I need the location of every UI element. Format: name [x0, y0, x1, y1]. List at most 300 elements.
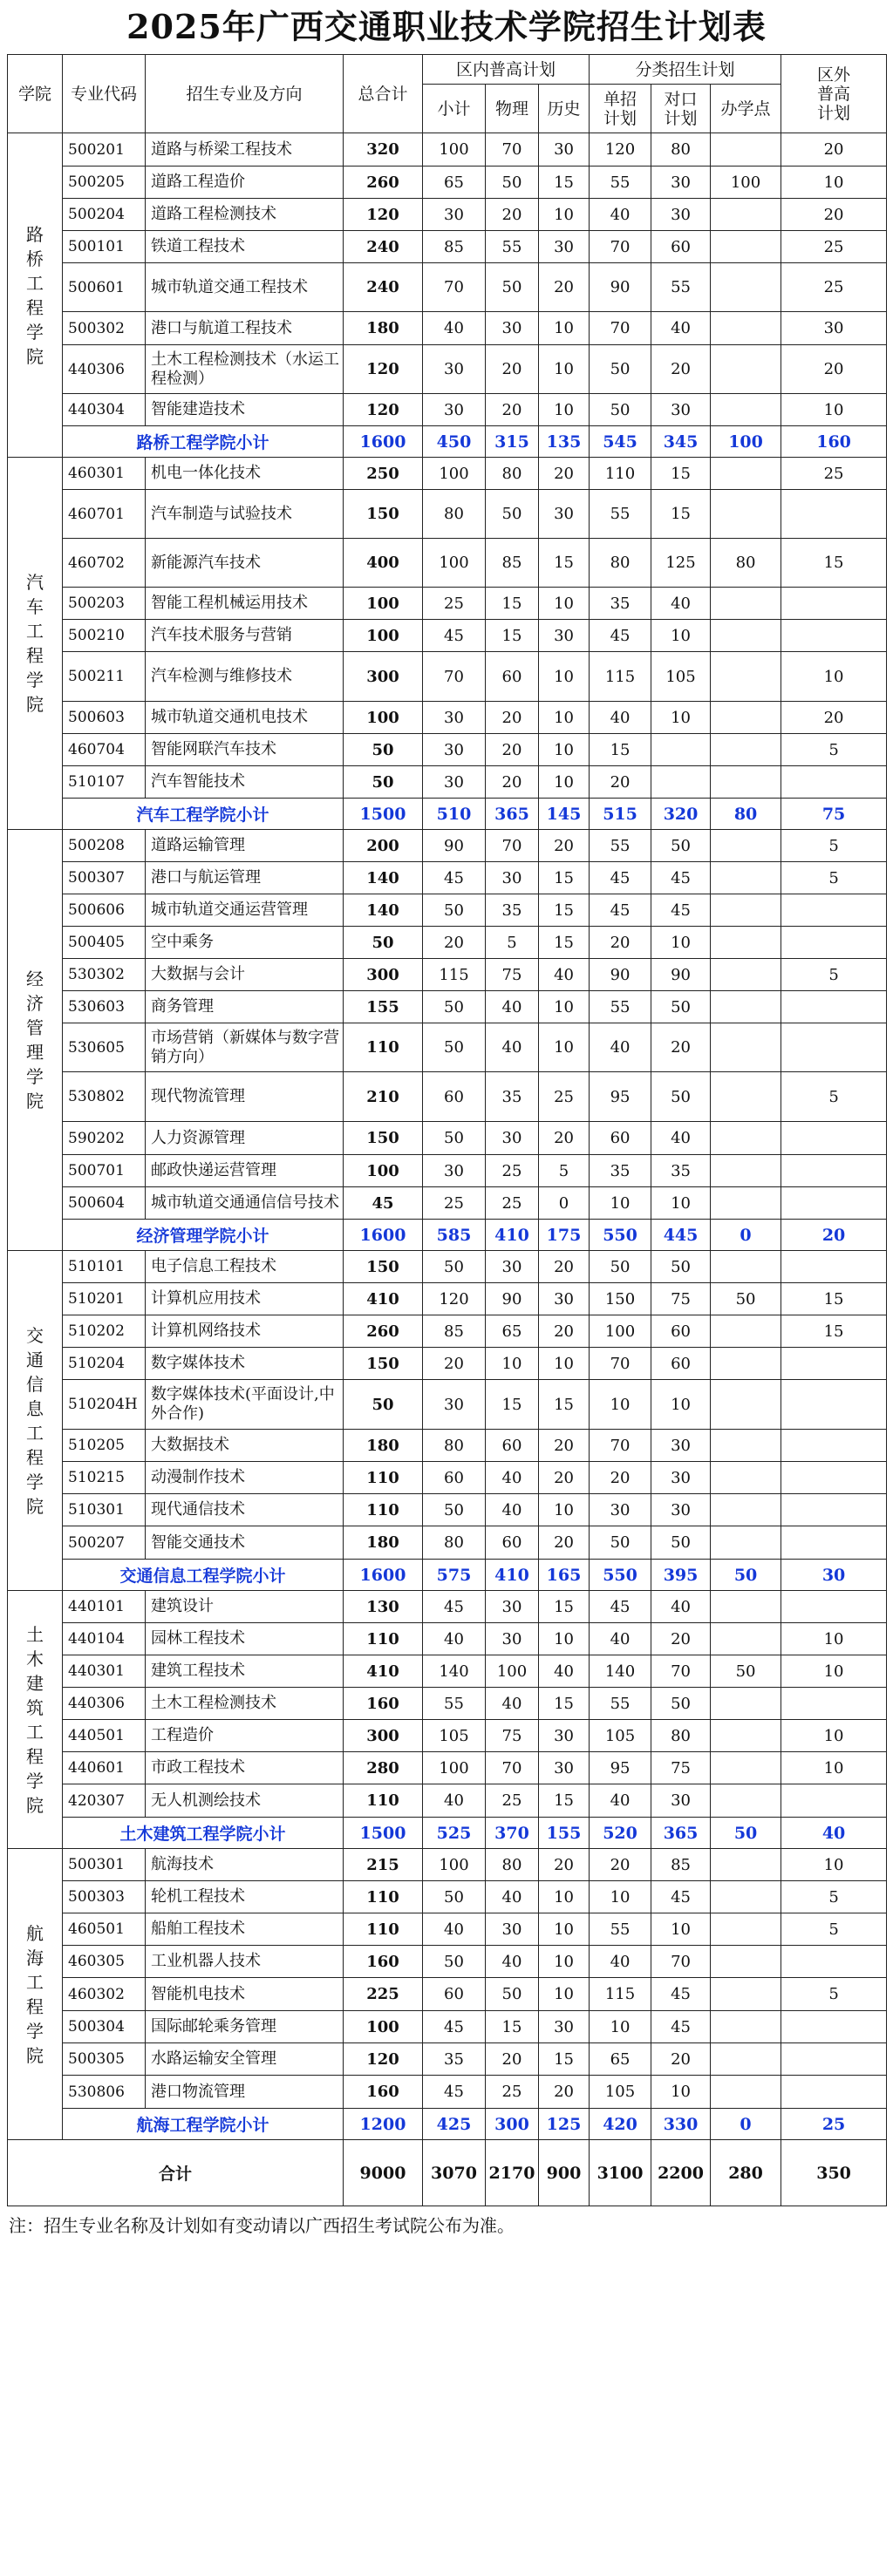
- major-code: 500211: [63, 652, 146, 702]
- table-row: [8, 1623, 887, 1655]
- table-row: [8, 394, 887, 426]
- major-school-point: [711, 1978, 781, 2011]
- major-total: 215: [344, 1849, 423, 1881]
- page-title: 2025年广西交通职业技术学院招生计划表: [126, 7, 767, 46]
- major-counterpart: 75: [651, 1752, 711, 1784]
- major-outside: [781, 1946, 887, 1978]
- subtotal-single: 515: [590, 799, 651, 830]
- header-school-point: 办学点: [711, 85, 781, 133]
- header-total: 总合计: [344, 55, 423, 133]
- table-row: [8, 1023, 887, 1072]
- major-subtotal: 70: [423, 652, 486, 702]
- major-school-point: [711, 652, 781, 702]
- major-code: 440301: [63, 1655, 146, 1688]
- major-physics: 20: [486, 345, 539, 394]
- major-subtotal: 20: [423, 927, 486, 959]
- college-name-cell: [8, 1849, 63, 2140]
- subtotal-label: 航海工程学院小计: [63, 2109, 344, 2140]
- major-outside: 20: [781, 702, 887, 734]
- table-row: [8, 1380, 887, 1430]
- header-major: 招生专业及方向: [146, 55, 344, 133]
- major-code: 440304: [63, 394, 146, 426]
- college-name: 汽车工程学院: [26, 572, 44, 715]
- major-total: 180: [344, 1430, 423, 1462]
- major-outside: [781, 1348, 887, 1380]
- major-counterpart: 10: [651, 620, 711, 652]
- major-single: 140: [590, 1655, 651, 1688]
- table-row: [8, 1784, 887, 1818]
- major-single: 10: [590, 1187, 651, 1220]
- major-code: 500205: [63, 167, 146, 199]
- major-name: 城市轨道交通通信信号技术: [146, 1187, 344, 1220]
- major-outside: 20: [781, 199, 887, 231]
- major-subtotal: 30: [423, 199, 486, 231]
- subtotal-label: 土木建筑工程学院小计: [63, 1818, 344, 1849]
- table-row: [8, 1494, 887, 1526]
- major-outside: [781, 1187, 887, 1220]
- major-physics: 40: [486, 1688, 539, 1720]
- major-single: 35: [590, 588, 651, 620]
- major-outside: [781, 1526, 887, 1560]
- major-code: 510204H: [63, 1380, 146, 1430]
- major-counterpart: 40: [651, 1591, 711, 1623]
- major-counterpart: 80: [651, 1720, 711, 1752]
- major-single: 95: [590, 1752, 651, 1784]
- major-total: 100: [344, 620, 423, 652]
- major-total: 110: [344, 1494, 423, 1526]
- major-code: 530802: [63, 1072, 146, 1122]
- major-subtotal: 50: [423, 1251, 486, 1283]
- major-physics: 75: [486, 959, 539, 991]
- major-single: 40: [590, 1784, 651, 1818]
- major-name: 数字媒体技术(平面设计,中外合作): [146, 1380, 344, 1430]
- table-row: [8, 894, 887, 927]
- table-row: [8, 1946, 887, 1978]
- major-history: 20: [539, 830, 590, 862]
- major-counterpart: 20: [651, 1023, 711, 1072]
- major-total: 120: [344, 199, 423, 231]
- subtotal-single: 520: [590, 1818, 651, 1849]
- major-physics: 75: [486, 1720, 539, 1752]
- table-row: [8, 345, 887, 394]
- subtotal-single: 550: [590, 1220, 651, 1251]
- major-single: 55: [590, 167, 651, 199]
- major-physics: 50: [486, 263, 539, 312]
- major-history: 20: [539, 1251, 590, 1283]
- major-total: 155: [344, 991, 423, 1023]
- major-history: 10: [539, 1946, 590, 1978]
- major-outside: 10: [781, 652, 887, 702]
- major-outside: [781, 894, 887, 927]
- subtotal-total: 1200: [344, 2109, 423, 2140]
- table-row: [8, 1187, 887, 1220]
- major-outside: [781, 588, 887, 620]
- header-single: [590, 85, 651, 133]
- table-row: [8, 1913, 887, 1946]
- major-subtotal: 50: [423, 1023, 486, 1072]
- major-physics: 60: [486, 1526, 539, 1560]
- major-name: 动漫制作技术: [146, 1462, 344, 1494]
- major-single: 115: [590, 652, 651, 702]
- major-physics: 50: [486, 167, 539, 199]
- major-name: 市政工程技术: [146, 1752, 344, 1784]
- major-name: 人力资源管理: [146, 1122, 344, 1155]
- major-school-point: [711, 2043, 781, 2076]
- major-code: 500601: [63, 263, 146, 312]
- subtotal-single: 550: [590, 1560, 651, 1591]
- major-code: 500204: [63, 199, 146, 231]
- major-history: 15: [539, 1591, 590, 1623]
- major-physics: 10: [486, 1348, 539, 1380]
- major-code: 460301: [63, 458, 146, 490]
- major-subtotal: 25: [423, 588, 486, 620]
- major-school-point: [711, 345, 781, 394]
- subtotal-row: [8, 426, 887, 458]
- header-counterpart: [651, 85, 711, 133]
- major-total: 100: [344, 2011, 423, 2043]
- major-single: 70: [590, 231, 651, 263]
- grand-total-subtotal: 3070: [423, 2140, 486, 2206]
- major-counterpart: 105: [651, 652, 711, 702]
- major-single: 40: [590, 199, 651, 231]
- college-name: 航海工程学院: [26, 1922, 44, 2066]
- major-outside: [781, 1023, 887, 1072]
- major-total: 150: [344, 1251, 423, 1283]
- major-school-point: [711, 458, 781, 490]
- major-subtotal: 60: [423, 1978, 486, 2011]
- table-row: [8, 927, 887, 959]
- major-total: 110: [344, 1913, 423, 1946]
- table-row: [8, 2011, 887, 2043]
- major-total: 225: [344, 1978, 423, 2011]
- major-subtotal: 140: [423, 1655, 486, 1688]
- major-name: 智能交通技术: [146, 1526, 344, 1560]
- major-history: 30: [539, 2011, 590, 2043]
- header-outside-line1: 区外: [817, 65, 851, 85]
- major-counterpart: 15: [651, 458, 711, 490]
- major-code: 500301: [63, 1849, 146, 1881]
- major-subtotal: 80: [423, 490, 486, 539]
- major-code: 460302: [63, 1978, 146, 2011]
- major-counterpart: 35: [651, 1155, 711, 1187]
- major-outside: 5: [781, 1072, 887, 1122]
- major-name: 建筑设计: [146, 1591, 344, 1623]
- major-code: 440306: [63, 1688, 146, 1720]
- major-name: 现代通信技术: [146, 1494, 344, 1526]
- college-name-cell: [8, 830, 63, 1251]
- major-subtotal: 50: [423, 894, 486, 927]
- table-row: [8, 1978, 887, 2011]
- major-subtotal: 60: [423, 1072, 486, 1122]
- header-subtotal: 小计: [423, 85, 486, 133]
- major-subtotal: 20: [423, 1348, 486, 1380]
- major-school-point: [711, 1380, 781, 1430]
- major-name: 港口与航道工程技术: [146, 312, 344, 345]
- major-subtotal: 30: [423, 394, 486, 426]
- major-name: 市场营销（新媒体与数字营销方向）: [146, 1023, 344, 1072]
- major-code: 510215: [63, 1462, 146, 1494]
- major-code: 500304: [63, 2011, 146, 2043]
- major-single: 120: [590, 133, 651, 167]
- subtotal-school-point: 0: [711, 2109, 781, 2140]
- subtotal-counterpart: 320: [651, 799, 711, 830]
- major-name: 计算机网络技术: [146, 1315, 344, 1348]
- major-name: 汽车智能技术: [146, 766, 344, 799]
- major-counterpart: 30: [651, 1430, 711, 1462]
- major-outside: 5: [781, 1881, 887, 1913]
- major-subtotal: 80: [423, 1430, 486, 1462]
- major-history: 30: [539, 1283, 590, 1315]
- major-total: 140: [344, 862, 423, 894]
- table-row: [8, 1430, 887, 1462]
- major-history: 10: [539, 991, 590, 1023]
- major-physics: 25: [486, 1155, 539, 1187]
- major-history: 10: [539, 1023, 590, 1072]
- header-outside: [781, 55, 887, 133]
- major-physics: 25: [486, 2076, 539, 2109]
- major-total: 120: [344, 345, 423, 394]
- major-subtotal: 45: [423, 1591, 486, 1623]
- major-subtotal: 40: [423, 312, 486, 345]
- table-row: [8, 1283, 887, 1315]
- table-row: [8, 490, 887, 539]
- major-physics: 15: [486, 588, 539, 620]
- major-history: 10: [539, 766, 590, 799]
- major-subtotal: 30: [423, 345, 486, 394]
- major-outside: 25: [781, 458, 887, 490]
- major-single: 55: [590, 830, 651, 862]
- header-counterpart-line2: 计划: [664, 108, 698, 128]
- major-school-point: [711, 2011, 781, 2043]
- major-subtotal: 50: [423, 1946, 486, 1978]
- major-counterpart: 20: [651, 1623, 711, 1655]
- subtotal-row: [8, 2109, 887, 2140]
- major-outside: [781, 1784, 887, 1818]
- major-code: 500101: [63, 231, 146, 263]
- major-school-point: [711, 1688, 781, 1720]
- major-code: 500210: [63, 620, 146, 652]
- subtotal-label: 路桥工程学院小计: [63, 426, 344, 458]
- major-single: 50: [590, 394, 651, 426]
- major-name: 空中乘务: [146, 927, 344, 959]
- major-history: 10: [539, 312, 590, 345]
- major-subtotal: 100: [423, 1752, 486, 1784]
- major-school-point: [711, 1720, 781, 1752]
- major-school-point: [711, 1430, 781, 1462]
- major-name: 船舶工程技术: [146, 1913, 344, 1946]
- major-total: 120: [344, 394, 423, 426]
- major-total: 180: [344, 1526, 423, 1560]
- major-counterpart: 30: [651, 1462, 711, 1494]
- major-single: 20: [590, 1462, 651, 1494]
- major-school-point: [711, 2076, 781, 2109]
- major-code: 500305: [63, 2043, 146, 2076]
- major-physics: 30: [486, 312, 539, 345]
- table-row: [8, 1251, 887, 1283]
- major-single: 20: [590, 927, 651, 959]
- major-subtotal: 30: [423, 734, 486, 766]
- major-history: 0: [539, 1187, 590, 1220]
- major-physics: 40: [486, 1946, 539, 1978]
- major-subtotal: 35: [423, 2043, 486, 2076]
- table-row: [8, 734, 887, 766]
- major-outside: [781, 1462, 887, 1494]
- major-counterpart: 60: [651, 1348, 711, 1380]
- major-code: 510201: [63, 1283, 146, 1315]
- subtotal-school-point: 100: [711, 426, 781, 458]
- major-total: 260: [344, 1315, 423, 1348]
- major-subtotal: 45: [423, 2011, 486, 2043]
- major-name: 汽车检测与维修技术: [146, 652, 344, 702]
- major-name: 铁道工程技术: [146, 231, 344, 263]
- major-counterpart: 60: [651, 231, 711, 263]
- major-history: 15: [539, 927, 590, 959]
- major-code: 500208: [63, 830, 146, 862]
- major-single: 55: [590, 1688, 651, 1720]
- subtotal-physics: 410: [486, 1220, 539, 1251]
- major-outside: 10: [781, 1720, 887, 1752]
- major-counterpart: 10: [651, 2076, 711, 2109]
- header-history: 历史: [539, 85, 590, 133]
- major-name: 工业机器人技术: [146, 1946, 344, 1978]
- major-outside: [781, 490, 887, 539]
- major-outside: [781, 620, 887, 652]
- major-counterpart: 30: [651, 1494, 711, 1526]
- major-history: 10: [539, 1494, 590, 1526]
- major-subtotal: 100: [423, 458, 486, 490]
- major-school-point: [711, 1023, 781, 1072]
- header-single-line2: 计划: [603, 108, 637, 128]
- major-outside: [781, 1380, 887, 1430]
- major-total: 150: [344, 490, 423, 539]
- subtotal-outside: 75: [781, 799, 887, 830]
- major-outside: [781, 2076, 887, 2109]
- table-row: [8, 766, 887, 799]
- grand-total-counterpart: 2200: [651, 2140, 711, 2206]
- major-school-point: [711, 1122, 781, 1155]
- major-school-point: [711, 959, 781, 991]
- major-physics: 30: [486, 1591, 539, 1623]
- major-school-point: [711, 1946, 781, 1978]
- grand-total-total: 9000: [344, 2140, 423, 2206]
- table-body: [8, 133, 887, 2206]
- major-code: 500302: [63, 312, 146, 345]
- major-subtotal: 50: [423, 991, 486, 1023]
- table-row: [8, 1526, 887, 1560]
- major-physics: 20: [486, 766, 539, 799]
- major-subtotal: 55: [423, 1688, 486, 1720]
- major-single: 35: [590, 1155, 651, 1187]
- major-code: 440601: [63, 1752, 146, 1784]
- subtotal-label: 汽车工程学院小计: [63, 799, 344, 830]
- major-counterpart: 45: [651, 1978, 711, 2011]
- major-outside: 25: [781, 263, 887, 312]
- major-physics: 80: [486, 1849, 539, 1881]
- major-counterpart: 50: [651, 991, 711, 1023]
- grand-total-school-point: 280: [711, 2140, 781, 2206]
- major-history: 10: [539, 702, 590, 734]
- major-physics: 40: [486, 1023, 539, 1072]
- major-school-point: [711, 991, 781, 1023]
- major-school-point: 50: [711, 1283, 781, 1315]
- major-total: 110: [344, 1784, 423, 1818]
- major-name: 商务管理: [146, 991, 344, 1023]
- header-single-line1: 单招: [603, 89, 637, 109]
- college-name-cell: [8, 1591, 63, 1849]
- table-row: [8, 2076, 887, 2109]
- major-counterpart: 10: [651, 927, 711, 959]
- header-college: 学院: [8, 55, 63, 133]
- major-physics: 15: [486, 620, 539, 652]
- major-single: 105: [590, 1720, 651, 1752]
- major-single: 110: [590, 458, 651, 490]
- major-school-point: [711, 1881, 781, 1913]
- major-subtotal: 90: [423, 830, 486, 862]
- major-name: 水路运输安全管理: [146, 2043, 344, 2076]
- subtotal-outside: 20: [781, 1220, 887, 1251]
- college-name-cell: [8, 1251, 63, 1591]
- major-name: 大数据与会计: [146, 959, 344, 991]
- table-row: [8, 1655, 887, 1688]
- major-subtotal: 70: [423, 263, 486, 312]
- major-outside: [781, 1688, 887, 1720]
- major-physics: 70: [486, 830, 539, 862]
- subtotal-physics: 365: [486, 799, 539, 830]
- major-physics: 5: [486, 927, 539, 959]
- major-history: 10: [539, 199, 590, 231]
- major-total: 100: [344, 702, 423, 734]
- college-name: 土木建筑工程学院: [26, 1623, 44, 1816]
- major-counterpart: 70: [651, 1655, 711, 1688]
- major-history: 25: [539, 1072, 590, 1122]
- major-history: 5: [539, 1155, 590, 1187]
- major-subtotal: 30: [423, 702, 486, 734]
- major-counterpart: 10: [651, 1187, 711, 1220]
- major-school-point: [711, 766, 781, 799]
- major-history: 20: [539, 1315, 590, 1348]
- major-subtotal: 120: [423, 1283, 486, 1315]
- major-single: 50: [590, 1526, 651, 1560]
- major-name: 新能源汽车技术: [146, 539, 344, 588]
- major-name: 道路工程检测技术: [146, 199, 344, 231]
- major-code: 440306: [63, 345, 146, 394]
- major-name: 机电一体化技术: [146, 458, 344, 490]
- major-total: 100: [344, 588, 423, 620]
- major-subtotal: 60: [423, 1462, 486, 1494]
- major-subtotal: 30: [423, 766, 486, 799]
- major-subtotal: 30: [423, 1380, 486, 1430]
- major-name: 工程造价: [146, 1720, 344, 1752]
- major-school-point: [711, 1251, 781, 1283]
- grand-total-row: [8, 2140, 887, 2206]
- major-history: 10: [539, 1348, 590, 1380]
- college-name: 经济管理学院: [26, 969, 44, 1111]
- major-history: 15: [539, 1688, 590, 1720]
- table-row: [8, 1122, 887, 1155]
- major-code: 420307: [63, 1784, 146, 1818]
- major-physics: 55: [486, 231, 539, 263]
- major-code: 530603: [63, 991, 146, 1023]
- major-outside: [781, 1430, 887, 1462]
- subtotal-subtotal: 585: [423, 1220, 486, 1251]
- header-counterpart-line1: 对口: [664, 89, 698, 109]
- subtotal-school-point: 50: [711, 1818, 781, 1849]
- major-outside: [781, 991, 887, 1023]
- major-counterpart: [651, 766, 711, 799]
- major-code: 510205: [63, 1430, 146, 1462]
- major-total: 160: [344, 2076, 423, 2109]
- major-history: 10: [539, 588, 590, 620]
